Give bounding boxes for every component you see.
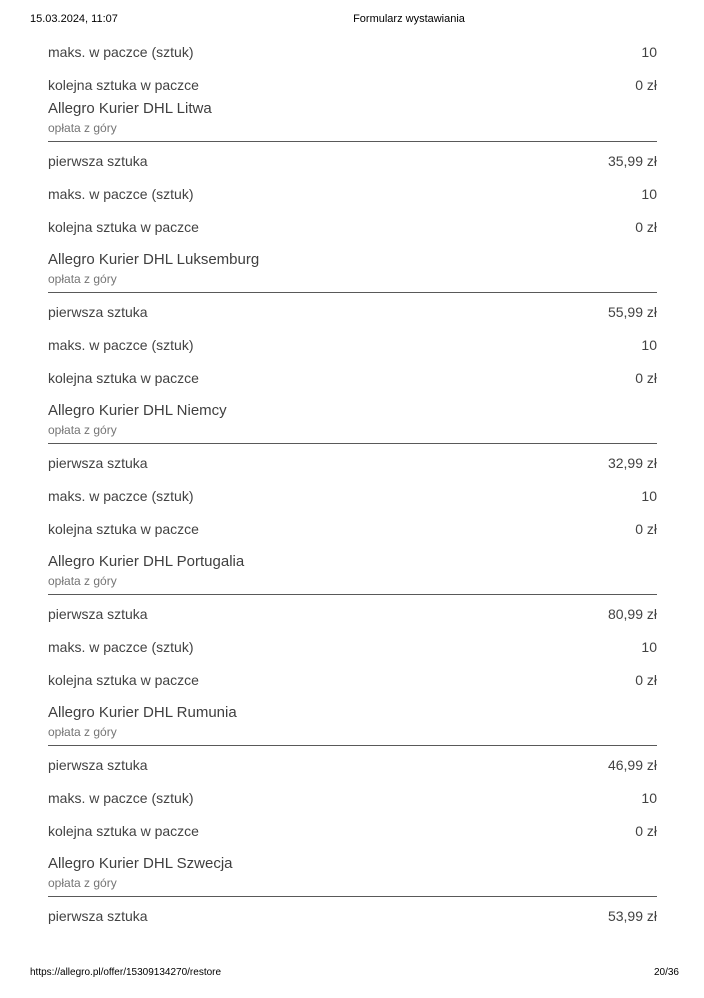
delivery-method-payment-type: opłata z góry <box>48 272 117 286</box>
fee-row-label: maks. w paczce (sztuk) <box>48 639 194 655</box>
fee-row <box>48 906 657 926</box>
print-footer-url: https://allegro.pl/offer/15309134270/restore <box>30 967 222 978</box>
delivery-method-section <box>48 854 657 926</box>
fee-row-label: pierwsza sztuka <box>48 455 148 471</box>
fee-row-value: 80,99 zł <box>607 606 657 622</box>
fee-row-value: 32,99 zł <box>607 455 657 471</box>
fee-row <box>48 302 657 322</box>
fee-row-label: kolejna sztuka w paczce <box>48 823 199 839</box>
fee-row <box>48 184 657 204</box>
fee-row <box>48 217 657 237</box>
fee-row-value: 55,99 zł <box>607 304 657 320</box>
fee-row <box>48 821 657 841</box>
fee-row-value: 10 <box>641 790 657 806</box>
delivery-method-header <box>48 703 657 746</box>
fee-row-value: 35,99 zł <box>607 153 657 169</box>
delivery-method-payment-type: opłata z góry <box>48 725 117 739</box>
delivery-method-header <box>48 854 657 897</box>
fee-row <box>48 670 657 690</box>
fee-row-value: 10 <box>641 186 657 202</box>
fee-row <box>48 788 657 808</box>
fee-row-label: kolejna sztuka w paczce <box>48 370 199 386</box>
fee-row <box>48 75 657 95</box>
print-header-title: Formularz wystawiania <box>353 13 465 25</box>
delivery-method-title: Allegro Kurier DHL Szwecja <box>48 855 233 872</box>
fee-row-value: 10 <box>641 337 657 353</box>
fee-row-value: 46,99 zł <box>607 757 657 773</box>
fee-row-label: pierwsza sztuka <box>48 606 148 622</box>
fee-row-label: maks. w paczce (sztuk) <box>48 186 194 202</box>
delivery-method-section <box>48 401 657 539</box>
fee-row-label: pierwsza sztuka <box>48 757 148 773</box>
fee-row <box>48 519 657 539</box>
fee-row <box>48 453 657 473</box>
shipping-fee-list <box>48 42 657 939</box>
fee-row <box>48 637 657 657</box>
fee-row-label: pierwsza sztuka <box>48 304 148 320</box>
delivery-method-header <box>48 99 657 142</box>
fee-row-value: 0 zł <box>635 672 657 688</box>
fee-row <box>48 368 657 388</box>
delivery-method-rows <box>48 755 657 841</box>
delivery-method-payment-type: opłata z góry <box>48 574 117 588</box>
fee-row-label: kolejna sztuka w paczce <box>48 521 199 537</box>
delivery-method-section <box>48 99 657 237</box>
delivery-method-title: Allegro Kurier DHL Rumunia <box>48 704 237 721</box>
delivery-method-section <box>48 552 657 690</box>
delivery-method-section <box>48 250 657 388</box>
fee-row-value: 53,99 zł <box>607 908 657 924</box>
fee-row-label: maks. w paczce (sztuk) <box>48 488 194 504</box>
fee-row-value: 0 zł <box>635 370 657 386</box>
fee-row <box>48 486 657 506</box>
fee-row <box>48 335 657 355</box>
fee-row-label: pierwsza sztuka <box>48 908 148 924</box>
delivery-method-section <box>48 703 657 841</box>
continued-section-rows <box>48 42 657 95</box>
delivery-method-title: Allegro Kurier DHL Litwa <box>48 100 212 117</box>
delivery-method-rows <box>48 302 657 388</box>
delivery-method-header <box>48 552 657 595</box>
print-header-datetime: 15.03.2024, 11:07 <box>30 13 118 25</box>
fee-row <box>48 604 657 624</box>
fee-row <box>48 755 657 775</box>
fee-row-label: kolejna sztuka w paczce <box>48 77 199 93</box>
fee-row-value: 10 <box>641 639 657 655</box>
fee-row-value: 0 zł <box>635 219 657 235</box>
fee-row-label: kolejna sztuka w paczce <box>48 219 199 235</box>
fee-row-label: maks. w paczce (sztuk) <box>48 44 194 60</box>
fee-row-label: maks. w paczce (sztuk) <box>48 337 194 353</box>
fee-row-label: pierwsza sztuka <box>48 153 148 169</box>
delivery-method-header <box>48 401 657 444</box>
delivery-method-rows <box>48 906 657 926</box>
fee-row <box>48 151 657 171</box>
fee-row-value: 10 <box>641 488 657 504</box>
shipping-sections <box>48 99 657 926</box>
delivery-method-rows <box>48 453 657 539</box>
delivery-method-title: Allegro Kurier DHL Luksemburg <box>48 251 260 268</box>
delivery-method-header <box>48 250 657 293</box>
fee-row-value: 0 zł <box>635 823 657 839</box>
fee-row-value: 0 zł <box>635 521 657 537</box>
delivery-method-payment-type: opłata z góry <box>48 876 117 890</box>
fee-row-label: kolejna sztuka w paczce <box>48 672 199 688</box>
delivery-method-payment-type: opłata z góry <box>48 423 117 437</box>
delivery-method-title: Allegro Kurier DHL Niemcy <box>48 402 227 419</box>
fee-row-value: 10 <box>641 44 657 60</box>
delivery-method-payment-type: opłata z góry <box>48 121 117 135</box>
delivery-method-rows <box>48 604 657 690</box>
delivery-method-rows <box>48 151 657 237</box>
fee-row-label: maks. w paczce (sztuk) <box>48 790 194 806</box>
delivery-method-title: Allegro Kurier DHL Portugalia <box>48 553 245 570</box>
print-footer-page-number: 20/36 <box>653 967 679 978</box>
fee-row-value: 0 zł <box>635 77 657 93</box>
fee-row <box>48 42 657 62</box>
